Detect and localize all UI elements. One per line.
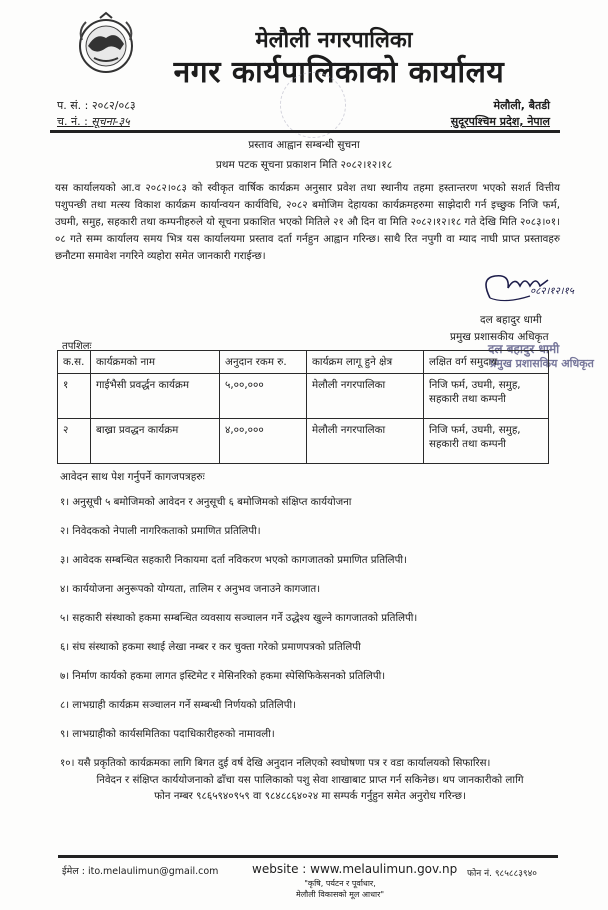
documents-list	[60, 494, 570, 784]
dispatch-label: च. नं. :	[57, 115, 88, 128]
header-divider	[50, 130, 560, 133]
signature-date: ०८२।१२।१५	[530, 286, 574, 297]
table-row	[58, 374, 549, 419]
table-header-row	[58, 351, 549, 374]
documents-label: आवेदन साथ पेश गर्नुपर्ने कागजपत्रहरुः	[60, 471, 205, 483]
municipality-name: मेलौली नगरपालिका	[255, 28, 413, 53]
closing-line-1: निवेदन र संक्षिप्त कार्ययोजनाको ढाँचा यस पालिकाको पशु सेवा शाखाबाट प्राप्त गर्न सकिनेछ। थप जानकारीको लागि	[96, 774, 524, 786]
office-name: नगर कार्यपालिकाको कार्यालय	[173, 55, 505, 90]
list-item: २। निवेदकको नेपाली नागरिकताको प्रमाणित प्रतिलिपी।	[60, 526, 261, 537]
notice-publish-date: प्रथम पटक सूचना प्रकाशन मिति २०८२।१२।१८	[215, 159, 393, 171]
address-line-1: मेलौली, बैतडी	[493, 99, 550, 112]
address-block	[451, 98, 550, 130]
cell-target-group: निजि फर्म, उघमी, समुह, सहकारी तथा कम्पनी	[424, 374, 549, 419]
signatory-title: प्रमुख प्रशासकीय अधिकृत	[450, 331, 549, 343]
ref-label: प. सं. :	[57, 99, 89, 112]
list-item: १। अनुसूची ५ बमोजिमको आवेदन र अनुसूची ६ बमोजिमको संक्षिप्त कार्ययोजना	[60, 497, 352, 508]
cell-sn: १	[58, 374, 91, 419]
list-item: १०। यसै प्रकृतिको कार्यक्रमका लागि बिगत दुई वर्ष देखि अनुदान नलिएको स्वघोषणा पत्र र वडा कार्यालयको सिफारिस।	[60, 758, 491, 769]
cell-program-name: बाख्रा प्रवद्धन कार्यक्रम	[91, 419, 220, 464]
list-item: ३। आवेदक सम्बन्धित सहकारी निकायमा दर्ता नविकरण भएको कागजातको प्रमाणित प्रतिलिपी।	[60, 555, 407, 566]
reference-block	[57, 98, 136, 130]
cell-grant-amount: ४,००,०००	[220, 419, 307, 464]
cell-program-name: गाईभैसी प्रवर्द्धन कार्यक्रम	[91, 374, 220, 419]
list-item: ८। लाभग्राही कार्यक्रम सञ्चालन गर्ने सम्बन्धी निर्णयको प्रतिलिपी।	[60, 700, 297, 711]
ref-value: २०८२/०८३	[91, 99, 136, 112]
office-stamp	[280, 72, 346, 138]
title-stamp: प्रमुख प्रशासकिय अधिकृत	[490, 357, 594, 370]
footer-slogan	[250, 878, 430, 900]
list-item: ४। कार्ययोजना अनुरूपको योग्यता, तालिम र अनुभव जनाउने कागजात।	[60, 584, 321, 595]
col-program-name: कार्यक्रमको नाम	[91, 351, 220, 374]
notice-title: प्रस्ताव आह्वान सम्बन्धी सुचना	[248, 139, 360, 151]
list-item: ९। लाभग्राहीको कार्यसमितिका पदाधिकारीहरुको नामावली।	[60, 729, 275, 740]
list-item: ७। निर्माण कार्यको हकमा लागत इस्टिमेट र मेसिनरिको हकमा स्पेसिफिकेसनको प्रतिलिपी।	[60, 671, 386, 682]
cell-sn: २	[58, 419, 91, 464]
details-label: तपशिलः	[62, 341, 92, 352]
footer-divider	[58, 855, 558, 858]
slogan-line-2: मेलौली विकासको मूल आधार"	[295, 890, 385, 899]
cell-area: मेलौली नगरपालिका	[307, 419, 424, 464]
cell-area: मेलौली नगरपालिका	[307, 374, 424, 419]
closing-note	[50, 772, 570, 804]
dispatch-value: सूचना-३५	[91, 115, 130, 128]
cell-grant-amount: ५,००,०००	[220, 374, 307, 419]
table-row	[58, 419, 549, 464]
slogan-line-1: "कृषि, पर्यटन र पूर्वाधार,	[304, 879, 376, 888]
list-item: ५। सहकारी संस्थाको हकमा सम्बन्धित व्यवसाय सञ्चालन गर्ने उद्धेश्य खुल्ने कागजातको प्रतिलिपी।	[60, 613, 418, 624]
signatory-name: दल बहादुर धामी	[480, 314, 542, 326]
col-area: कार्यक्रम लागू हुने क्षेत्र	[307, 351, 424, 374]
list-item: ६। संघ संस्थाको हकमा स्थाई लेखा नम्बर र कर चुक्ता गरेको प्रमाणपत्रको प्रतिलिपी	[60, 642, 361, 653]
footer-website: website : www.melaulimun.gov.np	[252, 862, 458, 876]
col-target-group: लक्षित वर्ग समुदाय	[424, 351, 549, 374]
footer-email: ईमेल : ito.melaulimun@gmail.com	[62, 866, 219, 877]
notice-body: यस कार्यालयको आ.व २०८२।०८३ को स्वीकृत वार्षिक कार्यक्रम अनुसार प्रवेश तथा स्थानीय तहमा हस्तान्तरण भएको सशर्त वित्तीय पशुपन्छी तथा मत्स्य विकाश कार्यक्रम कार्यान्वयन कार्यविधि, २०८२ बमोजिम देहायका कार्यक्रमहरुमा साझेदारी गर्न इच्छुक निजि फर्म, उघमी, समुह, सहकारी तथा कम्पनीहरुले यो सूचना प्रकाशित भएको मितिले २१ औ दिन वा मिति २०८२।१२।१८ गते देखि मिति २०८३।०१।०८ गते सम्म कार्यालय समय भित्र यस कार्यालयमा प्रस्ताव दर्ता गर्नहुन आह्वान गरिन्छ। साथै रित नपुगी वा म्याद नाघी प्राप्त प्रस्तावहरु छनौटमा समावेश नगरिने व्यहोरा समेत जानकारी गराईन्छ।	[55, 182, 560, 262]
footer-phone: फोन नं. ९८५८८३९४०	[467, 869, 537, 879]
closing-line-2: फोन नम्बर ९८६५९४०९५९ वा ९८४८८६४०२४ मा सम्पर्क गर्नुहुन समेत अनुरोध गरिन्छ।	[154, 790, 466, 802]
col-sn: क.स.	[58, 351, 91, 374]
name-stamp: दल बहादुर धामी	[488, 342, 560, 356]
programs-table	[57, 350, 549, 464]
col-grant-amount: अनुदान रकम रु.	[220, 351, 307, 374]
cell-target-group: निजि फर्म, उघमी, समुह, सहकारी तथा कम्पनी	[424, 419, 549, 464]
address-line-2: सुदूरपश्चिम प्रदेश, नेपाल	[450, 115, 550, 128]
